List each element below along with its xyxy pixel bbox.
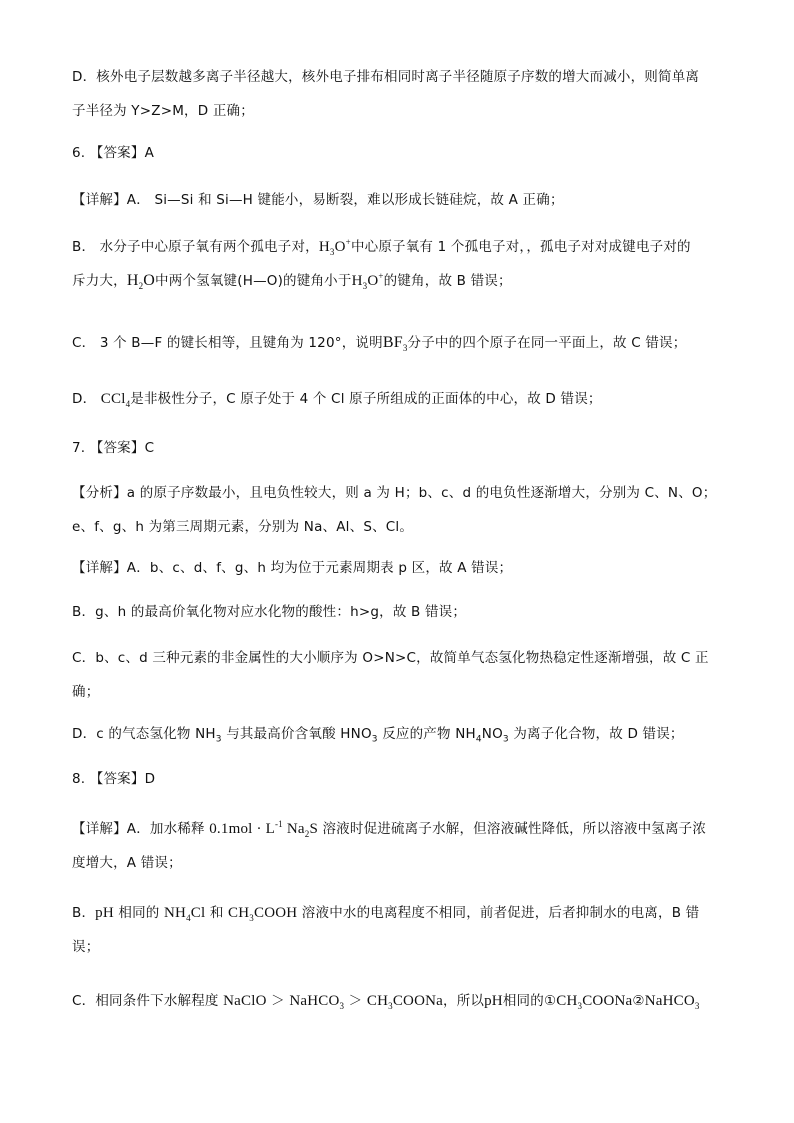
text-line: D．核外电子层数越多离子半径越大，核外电子排布相同时离子半径随原子序数的增大而减小，则简单离: [72, 69, 700, 85]
q8-option-b: [72, 896, 722, 964]
q8-answer: 8. 【答案】D: [72, 771, 156, 787]
text-line: 度增大，A 错误；: [72, 855, 182, 871]
text-line: [72, 230, 722, 264]
formula-h3o: $H_3O^+$: [351, 271, 384, 291]
formula-nh4cl: $NH_4Cl$: [164, 905, 206, 923]
formula-ph: pH: [484, 993, 503, 1009]
formula-naclo: NaClO: [223, 993, 267, 1009]
formula-hno3: $HNO_3$: [340, 726, 378, 745]
q8-option-c: [72, 984, 722, 1018]
text: 和: [205, 905, 229, 921]
q6-option-b: [72, 230, 722, 298]
formula-nahco3: NaHCO$_3$: [644, 993, 700, 1011]
q7-option-d: [72, 717, 722, 751]
label: 【详解】A．: [72, 192, 155, 208]
text: 与其最高价含氧酸: [221, 726, 341, 742]
q6-option-a: [72, 183, 722, 217]
q7-option-a: 【详解】A．b、c、d、f、g、h 均为位于元素周期表 p 区，故 A 错误；: [72, 560, 513, 576]
text: 溶液中水的电离程度不相同，前者促进，后者抑制水的电离，B 错: [297, 905, 700, 921]
q7-analysis: [72, 476, 722, 544]
text-line: 【分析】a 的原子序数最小，且电负性较大，则 a 为 H；b、c、d 的电负性逐渐增大，分别为 C、N、O；: [72, 485, 717, 501]
text: D．: [72, 391, 101, 407]
q8-option-a: [72, 812, 722, 880]
q7-option-b: B．g、h 的最高价氧化物对应水化物的酸性：h>g，故 B 错误；: [72, 604, 467, 620]
text: Si—Si 和 Si—H 键能小，易断裂，难以形成长链硅烷，故 A 正确；: [154, 192, 564, 208]
text: ，所以: [443, 993, 485, 1009]
formula-bf3: $BF_3$: [382, 334, 408, 354]
q6-option-c: [72, 326, 722, 360]
formula-h2o: $H_2O$: [126, 272, 156, 292]
text: 相同的: [113, 905, 164, 921]
q7-answer: 7. 【答案】C: [72, 440, 155, 456]
formula-ch3coona: $CH_3COONa$: [366, 993, 443, 1011]
text: ②: [632, 993, 645, 1009]
text-line: [72, 264, 722, 298]
text: 相同的①: [502, 993, 557, 1009]
text-line: 子半径为 Y>Z>M，D 正确；: [72, 103, 254, 119]
formula-ch3cooh: $CH_3COOH$: [228, 905, 298, 923]
formula-nh4no3: $NH_4NO_3$: [455, 726, 509, 745]
text: B．: [72, 905, 96, 921]
text-line: 误；: [72, 939, 100, 955]
text-line: [72, 812, 722, 846]
q5-option-d: [72, 60, 722, 128]
text: 反应的产物: [377, 726, 456, 742]
text: 斥力大，: [72, 273, 127, 289]
text: ＞: [344, 993, 367, 1009]
q7-option-c: [72, 641, 722, 709]
text: B． 水分子中心原子氧有两个孤电子对，: [72, 239, 319, 255]
text-line: [72, 896, 722, 930]
formula-ch3coona: $CH_3COONa$: [556, 993, 633, 1011]
q6-answer: 6. 【答案】A: [72, 145, 155, 161]
formula-h3o: $H_3O^+$: [318, 237, 351, 257]
text-line: 确；: [72, 684, 100, 700]
text: 中两个氢氧键(H—O)的键角小于: [155, 273, 352, 289]
text: 的键角，故 B 错误；: [383, 273, 512, 289]
text-line: e、f、g、h 为第三周期元素，分别为 Na、Al、S、Cl。: [72, 519, 414, 535]
text: C．相同条件下水解程度: [72, 993, 224, 1009]
text: 为离子化合物，故 D 错误；: [508, 726, 684, 742]
q6-option-d: [72, 382, 722, 416]
text: C． 3 个 B—F 的键长相等，且键角为 120°，说明: [72, 335, 383, 351]
formula-nh3: $NH_3$: [195, 726, 222, 745]
text: 【详解】A．加水稀释: [72, 821, 210, 837]
text: 分子中的四个原子在同一平面上，故 C 错误；: [407, 335, 687, 351]
text: 中心原子氧有 1 个孤电子对，，孤电子对对成键电子对的: [350, 239, 691, 255]
text: D．c 的气态氢化物: [72, 726, 196, 742]
text-line: C．b、c、d 三种元素的非金属性的大小顺序为 O>N>C，故简单气态氢化物热稳定性逐渐增强，故 C 正: [72, 650, 709, 666]
formula-ccl4: CCl$_4$: [100, 391, 131, 409]
formula-concentration: $0.1mol \cdot L^{-1}$ $Na_2S$: [209, 819, 318, 839]
formula-ph: pH: [95, 905, 114, 921]
text: 是非极性分子，C 原子处于 4 个 Cl 原子所组成的正面体的中心，故 D 错误；: [130, 391, 602, 407]
text: ＞: [266, 993, 290, 1009]
text: 溶液时促进硫离子水解，但溶液碱性降低，所以溶液中氢离子浓: [317, 821, 707, 837]
formula-nahco3: NaHCO$_3$: [289, 993, 345, 1011]
